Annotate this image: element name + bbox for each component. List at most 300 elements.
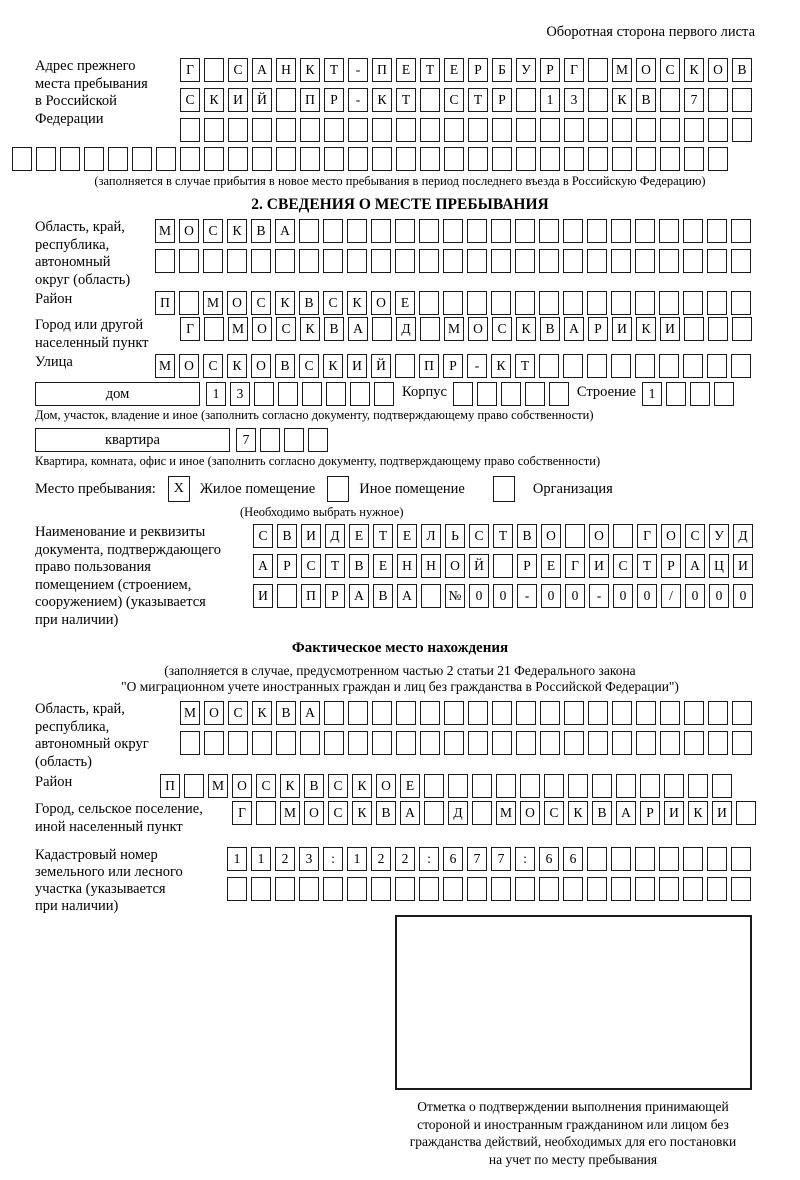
char-cell[interactable]: [302, 382, 322, 406]
char-cell[interactable]: О: [251, 354, 271, 378]
char-cell[interactable]: [612, 731, 632, 755]
char-cell[interactable]: Б: [492, 58, 512, 82]
char-cell[interactable]: Р: [517, 554, 537, 578]
char-cell[interactable]: [707, 219, 727, 243]
char-cell[interactable]: В: [277, 524, 297, 548]
char-cell[interactable]: [659, 219, 679, 243]
char-cell[interactable]: [276, 118, 296, 142]
char-cell[interactable]: [372, 317, 392, 341]
char-cell[interactable]: [180, 147, 200, 171]
char-cell[interactable]: [515, 219, 535, 243]
char-cell[interactable]: 1: [642, 382, 662, 406]
char-cell[interactable]: [611, 219, 631, 243]
char-cell[interactable]: И: [347, 354, 367, 378]
char-cell[interactable]: [204, 118, 224, 142]
char-cell[interactable]: [635, 291, 655, 315]
char-cell[interactable]: [12, 147, 32, 171]
char-cell[interactable]: П: [419, 354, 439, 378]
zhiloe-checkbox[interactable]: X: [168, 476, 190, 502]
char-cell[interactable]: В: [517, 524, 537, 548]
char-cell[interactable]: [467, 219, 487, 243]
char-cell[interactable]: [660, 731, 680, 755]
char-cell[interactable]: [636, 118, 656, 142]
char-cell[interactable]: В: [376, 801, 396, 825]
char-cell[interactable]: [588, 118, 608, 142]
char-cell[interactable]: [443, 219, 463, 243]
char-cell[interactable]: А: [616, 801, 636, 825]
char-cell[interactable]: [736, 801, 756, 825]
char-cell[interactable]: [540, 118, 560, 142]
char-cell[interactable]: О: [204, 701, 224, 725]
char-cell[interactable]: Р: [324, 88, 344, 112]
char-cell[interactable]: 0: [493, 584, 513, 608]
char-cell[interactable]: И: [712, 801, 732, 825]
char-cell[interactable]: [256, 801, 276, 825]
char-cell[interactable]: Д: [396, 317, 416, 341]
char-cell[interactable]: [732, 701, 752, 725]
char-cell[interactable]: [299, 249, 319, 273]
char-cell[interactable]: И: [589, 554, 609, 578]
char-cell[interactable]: О: [661, 524, 681, 548]
char-cell[interactable]: [611, 249, 631, 273]
char-cell[interactable]: [372, 118, 392, 142]
char-cell[interactable]: Л: [421, 524, 441, 548]
char-cell[interactable]: Ь: [445, 524, 465, 548]
char-cell[interactable]: О: [520, 801, 540, 825]
char-cell[interactable]: [635, 219, 655, 243]
char-cell[interactable]: [659, 291, 679, 315]
char-cell[interactable]: [564, 701, 584, 725]
char-cell[interactable]: [612, 147, 632, 171]
char-cell[interactable]: [492, 701, 512, 725]
char-cell[interactable]: [516, 118, 536, 142]
char-cell[interactable]: [371, 219, 391, 243]
char-cell[interactable]: [708, 118, 728, 142]
char-cell[interactable]: С: [228, 701, 248, 725]
char-cell[interactable]: [350, 382, 370, 406]
char-cell[interactable]: [516, 147, 536, 171]
char-cell[interactable]: 7: [684, 88, 704, 112]
char-cell[interactable]: М: [203, 291, 223, 315]
char-cell[interactable]: [707, 354, 727, 378]
char-cell[interactable]: Н: [397, 554, 417, 578]
char-cell[interactable]: [276, 147, 296, 171]
char-cell[interactable]: [395, 354, 415, 378]
char-cell[interactable]: [395, 877, 415, 901]
char-cell[interactable]: [421, 584, 441, 608]
char-cell[interactable]: [708, 88, 728, 112]
char-cell[interactable]: К: [568, 801, 588, 825]
char-cell[interactable]: С: [299, 354, 319, 378]
char-cell[interactable]: С: [328, 801, 348, 825]
char-cell[interactable]: С: [276, 317, 296, 341]
char-cell[interactable]: К: [227, 354, 247, 378]
char-cell[interactable]: Т: [420, 58, 440, 82]
char-cell[interactable]: С: [660, 58, 680, 82]
char-cell[interactable]: 0: [613, 584, 633, 608]
char-cell[interactable]: [660, 118, 680, 142]
char-cell[interactable]: А: [252, 58, 272, 82]
char-cell[interactable]: [396, 701, 416, 725]
char-cell[interactable]: [587, 219, 607, 243]
char-cell[interactable]: К: [300, 58, 320, 82]
char-cell[interactable]: Е: [444, 58, 464, 82]
char-cell[interactable]: О: [304, 801, 324, 825]
char-cell[interactable]: [395, 219, 415, 243]
char-cell[interactable]: [731, 877, 751, 901]
char-cell[interactable]: [613, 524, 633, 548]
char-cell[interactable]: [549, 382, 569, 406]
char-cell[interactable]: П: [160, 774, 180, 798]
char-cell[interactable]: [539, 877, 559, 901]
char-cell[interactable]: 7: [467, 847, 487, 871]
char-cell[interactable]: -: [348, 88, 368, 112]
char-cell[interactable]: [493, 554, 513, 578]
char-cell[interactable]: [323, 249, 343, 273]
char-cell[interactable]: У: [516, 58, 536, 82]
char-cell[interactable]: [300, 118, 320, 142]
char-cell[interactable]: [453, 382, 473, 406]
char-cell[interactable]: О: [376, 774, 396, 798]
char-cell[interactable]: [228, 118, 248, 142]
char-cell[interactable]: [419, 877, 439, 901]
char-cell[interactable]: [448, 774, 468, 798]
char-cell[interactable]: М: [612, 58, 632, 82]
char-cell[interactable]: [276, 731, 296, 755]
char-cell[interactable]: [515, 291, 535, 315]
char-cell[interactable]: [477, 382, 497, 406]
char-cell[interactable]: В: [275, 354, 295, 378]
char-cell[interactable]: [372, 731, 392, 755]
char-cell[interactable]: 7: [236, 428, 256, 452]
char-cell[interactable]: [635, 847, 655, 871]
char-cell[interactable]: А: [275, 219, 295, 243]
char-cell[interactable]: [251, 249, 271, 273]
char-cell[interactable]: М: [155, 354, 175, 378]
char-cell[interactable]: 2: [275, 847, 295, 871]
char-cell[interactable]: [324, 701, 344, 725]
char-cell[interactable]: [180, 731, 200, 755]
char-cell[interactable]: Г: [232, 801, 252, 825]
char-cell[interactable]: Е: [400, 774, 420, 798]
char-cell[interactable]: Г: [564, 58, 584, 82]
char-cell[interactable]: [659, 249, 679, 273]
char-cell[interactable]: /: [661, 584, 681, 608]
char-cell[interactable]: Й: [469, 554, 489, 578]
char-cell[interactable]: А: [685, 554, 705, 578]
char-cell[interactable]: К: [280, 774, 300, 798]
char-cell[interactable]: О: [636, 58, 656, 82]
char-cell[interactable]: Г: [180, 58, 200, 82]
char-cell[interactable]: [707, 877, 727, 901]
char-cell[interactable]: 1: [251, 847, 271, 871]
char-cell[interactable]: 2: [395, 847, 415, 871]
char-cell[interactable]: [443, 877, 463, 901]
char-cell[interactable]: 0: [733, 584, 753, 608]
char-cell[interactable]: [688, 774, 708, 798]
char-cell[interactable]: [539, 354, 559, 378]
char-cell[interactable]: [664, 774, 684, 798]
char-cell[interactable]: [587, 354, 607, 378]
char-cell[interactable]: [616, 774, 636, 798]
char-cell[interactable]: А: [253, 554, 273, 578]
char-cell[interactable]: [444, 147, 464, 171]
char-cell[interactable]: Т: [324, 58, 344, 82]
char-cell[interactable]: С: [251, 291, 271, 315]
char-cell[interactable]: [587, 847, 607, 871]
char-cell[interactable]: [564, 118, 584, 142]
char-cell[interactable]: [60, 147, 80, 171]
char-cell[interactable]: В: [324, 317, 344, 341]
char-cell[interactable]: [684, 701, 704, 725]
char-cell[interactable]: [611, 354, 631, 378]
char-cell[interactable]: [491, 291, 511, 315]
char-cell[interactable]: Т: [468, 88, 488, 112]
char-cell[interactable]: [326, 382, 346, 406]
char-cell[interactable]: [276, 88, 296, 112]
char-cell[interactable]: [731, 249, 751, 273]
char-cell[interactable]: -: [589, 584, 609, 608]
char-cell[interactable]: [324, 731, 344, 755]
char-cell[interactable]: [683, 877, 703, 901]
char-cell[interactable]: [563, 291, 583, 315]
char-cell[interactable]: [424, 774, 444, 798]
char-cell[interactable]: С: [685, 524, 705, 548]
char-cell[interactable]: [424, 801, 444, 825]
char-cell[interactable]: К: [372, 88, 392, 112]
char-cell[interactable]: [228, 731, 248, 755]
char-cell[interactable]: С: [492, 317, 512, 341]
char-cell[interactable]: [347, 219, 367, 243]
char-cell[interactable]: [732, 118, 752, 142]
char-cell[interactable]: [635, 354, 655, 378]
char-cell[interactable]: [299, 219, 319, 243]
char-cell[interactable]: Т: [396, 88, 416, 112]
char-cell[interactable]: Й: [252, 88, 272, 112]
char-cell[interactable]: -: [517, 584, 537, 608]
char-cell[interactable]: :: [323, 847, 343, 871]
char-cell[interactable]: [588, 88, 608, 112]
char-cell[interactable]: К: [612, 88, 632, 112]
char-cell[interactable]: К: [323, 354, 343, 378]
char-cell[interactable]: Г: [565, 554, 585, 578]
char-cell[interactable]: 6: [563, 847, 583, 871]
char-cell[interactable]: У: [709, 524, 729, 548]
char-cell[interactable]: О: [468, 317, 488, 341]
char-cell[interactable]: [683, 291, 703, 315]
char-cell[interactable]: [731, 354, 751, 378]
char-cell[interactable]: М: [444, 317, 464, 341]
char-cell[interactable]: Н: [276, 58, 296, 82]
char-cell[interactable]: [540, 731, 560, 755]
char-cell[interactable]: [467, 249, 487, 273]
char-cell[interactable]: [563, 354, 583, 378]
char-cell[interactable]: [636, 701, 656, 725]
char-cell[interactable]: [588, 731, 608, 755]
char-cell[interactable]: [731, 847, 751, 871]
char-cell[interactable]: [683, 354, 703, 378]
char-cell[interactable]: К: [491, 354, 511, 378]
char-cell[interactable]: О: [541, 524, 561, 548]
char-cell[interactable]: [420, 147, 440, 171]
char-cell[interactable]: К: [352, 801, 372, 825]
char-cell[interactable]: 0: [565, 584, 585, 608]
char-cell[interactable]: С: [203, 219, 223, 243]
char-cell[interactable]: В: [299, 291, 319, 315]
char-cell[interactable]: И: [612, 317, 632, 341]
org-checkbox[interactable]: [493, 476, 515, 502]
char-cell[interactable]: [156, 147, 176, 171]
char-cell[interactable]: А: [300, 701, 320, 725]
char-cell[interactable]: [563, 877, 583, 901]
char-cell[interactable]: №: [445, 584, 465, 608]
char-cell[interactable]: [252, 731, 272, 755]
char-cell[interactable]: [204, 58, 224, 82]
char-cell[interactable]: [611, 291, 631, 315]
char-cell[interactable]: [252, 147, 272, 171]
char-cell[interactable]: И: [253, 584, 273, 608]
char-cell[interactable]: И: [660, 317, 680, 341]
char-cell[interactable]: [284, 428, 304, 452]
char-cell[interactable]: [588, 147, 608, 171]
char-cell[interactable]: В: [276, 701, 296, 725]
char-cell[interactable]: [731, 219, 751, 243]
char-cell[interactable]: [108, 147, 128, 171]
char-cell[interactable]: И: [228, 88, 248, 112]
char-cell[interactable]: [324, 147, 344, 171]
char-cell[interactable]: С: [323, 291, 343, 315]
char-cell[interactable]: К: [275, 291, 295, 315]
char-cell[interactable]: 2: [371, 847, 391, 871]
char-cell[interactable]: 1: [540, 88, 560, 112]
char-cell[interactable]: А: [348, 317, 368, 341]
char-cell[interactable]: Р: [588, 317, 608, 341]
char-cell[interactable]: Р: [661, 554, 681, 578]
char-cell[interactable]: [640, 774, 660, 798]
char-cell[interactable]: [708, 701, 728, 725]
char-cell[interactable]: [254, 382, 274, 406]
char-cell[interactable]: [525, 382, 545, 406]
char-cell[interactable]: [275, 249, 295, 273]
char-cell[interactable]: [227, 249, 247, 273]
char-cell[interactable]: [324, 118, 344, 142]
inoe-checkbox[interactable]: [327, 476, 349, 502]
char-cell[interactable]: [516, 88, 536, 112]
char-cell[interactable]: О: [708, 58, 728, 82]
char-cell[interactable]: [684, 147, 704, 171]
char-cell[interactable]: [635, 249, 655, 273]
char-cell[interactable]: Е: [395, 291, 415, 315]
char-cell[interactable]: [712, 774, 732, 798]
char-cell[interactable]: [515, 249, 535, 273]
char-cell[interactable]: В: [636, 88, 656, 112]
char-cell[interactable]: О: [179, 219, 199, 243]
char-cell[interactable]: [472, 774, 492, 798]
char-cell[interactable]: [467, 877, 487, 901]
char-cell[interactable]: [564, 731, 584, 755]
char-cell[interactable]: С: [328, 774, 348, 798]
char-cell[interactable]: [492, 731, 512, 755]
char-cell[interactable]: [564, 147, 584, 171]
char-cell[interactable]: [707, 249, 727, 273]
char-cell[interactable]: [660, 701, 680, 725]
char-cell[interactable]: [666, 382, 686, 406]
char-cell[interactable]: [731, 291, 751, 315]
char-cell[interactable]: [708, 147, 728, 171]
char-cell[interactable]: [348, 731, 368, 755]
char-cell[interactable]: Ц: [709, 554, 729, 578]
char-cell[interactable]: [184, 774, 204, 798]
char-cell[interactable]: 3: [564, 88, 584, 112]
char-cell[interactable]: С: [203, 354, 223, 378]
char-cell[interactable]: [348, 118, 368, 142]
char-cell[interactable]: Г: [180, 317, 200, 341]
char-cell[interactable]: Д: [733, 524, 753, 548]
char-cell[interactable]: [539, 219, 559, 243]
char-cell[interactable]: [683, 219, 703, 243]
char-cell[interactable]: [660, 88, 680, 112]
char-cell[interactable]: В: [540, 317, 560, 341]
char-cell[interactable]: [472, 801, 492, 825]
char-cell[interactable]: [563, 219, 583, 243]
char-cell[interactable]: [565, 524, 585, 548]
char-cell[interactable]: А: [400, 801, 420, 825]
char-cell[interactable]: [491, 219, 511, 243]
char-cell[interactable]: М: [208, 774, 228, 798]
char-cell[interactable]: [419, 249, 439, 273]
char-cell[interactable]: [732, 317, 752, 341]
char-cell[interactable]: П: [300, 88, 320, 112]
char-cell[interactable]: П: [155, 291, 175, 315]
char-cell[interactable]: [516, 701, 536, 725]
char-cell[interactable]: [612, 701, 632, 725]
char-cell[interactable]: [707, 291, 727, 315]
char-cell[interactable]: Д: [325, 524, 345, 548]
char-cell[interactable]: 6: [443, 847, 463, 871]
char-cell[interactable]: О: [227, 291, 247, 315]
char-cell[interactable]: В: [349, 554, 369, 578]
char-cell[interactable]: В: [732, 58, 752, 82]
char-cell[interactable]: [420, 317, 440, 341]
char-cell[interactable]: О: [371, 291, 391, 315]
char-cell[interactable]: :: [515, 847, 535, 871]
char-cell[interactable]: [635, 877, 655, 901]
char-cell[interactable]: [636, 147, 656, 171]
char-cell[interactable]: С: [256, 774, 276, 798]
char-cell[interactable]: -: [467, 354, 487, 378]
char-cell[interactable]: Е: [397, 524, 417, 548]
char-cell[interactable]: [444, 731, 464, 755]
char-cell[interactable]: [611, 847, 631, 871]
char-cell[interactable]: [372, 701, 392, 725]
char-cell[interactable]: 1: [227, 847, 247, 871]
char-cell[interactable]: [180, 118, 200, 142]
char-cell[interactable]: [636, 731, 656, 755]
char-cell[interactable]: [204, 731, 224, 755]
char-cell[interactable]: [132, 147, 152, 171]
apartment-type-box[interactable]: квартира: [35, 428, 230, 452]
char-cell[interactable]: [444, 701, 464, 725]
char-cell[interactable]: [492, 118, 512, 142]
char-cell[interactable]: [372, 147, 392, 171]
char-cell[interactable]: [299, 877, 319, 901]
char-cell[interactable]: К: [300, 317, 320, 341]
char-cell[interactable]: [563, 249, 583, 273]
char-cell[interactable]: [684, 118, 704, 142]
char-cell[interactable]: [252, 118, 272, 142]
char-cell[interactable]: Р: [492, 88, 512, 112]
char-cell[interactable]: И: [733, 554, 753, 578]
